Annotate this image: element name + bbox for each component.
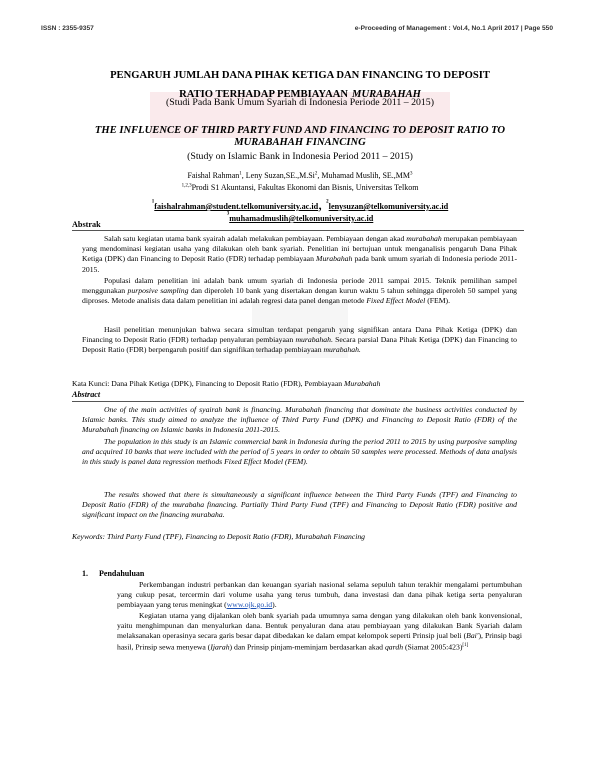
title-en-subtitle: (Study on Islamic Bank in Indonesia Period 2011 – 2015) — [187, 151, 413, 162]
issn-header: ISSN : 2355-9357 — [41, 25, 94, 32]
abstrak-paragraph-2: Populasi dalam penelitian ini adalah bank umum syariah di Indonesia periode 2011 sampai 2015. Teknik pemilihan sampel menggunakan purposive sampling dan diperoleh 10 bank yang disertakan dengan kurun waktu 5 tahun sehingga diperoleh 50 sampel yang diproses. Metode analisis data dalam penelitian ini adalah regresi data panel dengan metode Fixed Effect Model (FEM). — [82, 276, 518, 306]
affiliation-line: $^{1,2,3}$Prodi S1 Akuntansi, Fakultas Ekonomi dan Bisnis, Universitas Telkom — [181, 183, 419, 192]
email-author-2[interactable]: lenysuzan@telkomuniversity.ac.id — [328, 202, 449, 211]
abstract-paragraph-3: The results showed that there is simultaneously a significant influence between the Third Party Funds (TPF) and Financing to Deposit Ratio (FDR) of the murabaha financing. Partially Third Party Fund (TPF) and Financing to Deposit Ratio (FDR) positive and significant impact on the financing murabaha. — [82, 490, 517, 520]
emails-line-2: $^3$muhamadmuslih@telkomuniversity.ac.id — [226, 211, 374, 223]
abstract-paragraph-2: The population in this study is an Islamic commercial bank in Indonesia during the period 2011 to 2015 by using purposive sampling and acquired 10 banks that were included with the period of 5 years in order to obtain 50 samples were processed. Methods of data analysis in this study is panel data regression methods Fixed Effect Model (FEM). — [82, 437, 517, 467]
abstrak-paragraph-3: Hasil penelitian menunjukan bahwa secara simultan terdapat pengaruh yang signifikan antara Dana Pihak Ketiga (DPK) dan Financing to Deposit Ratio (FDR) terhadap penyaluran pembiayaan murabahah. Secara parsial Dana Pihak Ketiga (DPK) dan Financing to Deposit Ratio (FDR) berpengaruh positif dan signifikan terhadap pembiayaan murabahah. — [82, 325, 517, 355]
abstrak-label: Abstrak — [72, 220, 101, 229]
section-number: 1. — [82, 569, 88, 578]
journal-header: e-Proceeding of Management : Vol.4, No.1 April 2017 | Page 550 — [354, 25, 553, 32]
intro-paragraph-2: Kegiatan utama yang dijalankan oleh bank syariah pada umumnya sama dengan yang dilakukan oleh bank konvensional, yaitu menghimpunan dan menyalurkan dana. Bentuk penyaluran dana atau pembiayaan yang dilakukan Bank Syariah dalam melaksanakan operasinya secara garis besar dapat dibedakan ke dalam empat kelompok seperti Prinsip jual beli (Bai'), Prinsip bagi hasil, Prinsip sewa menyewa (Ijarah) dan Prinsip pinjam-meminjam berdasarkan akad qardh (Siamat 2005:423)[1] — [117, 611, 522, 652]
kata-kunci: Kata Kunci: Dana Pihak Ketiga (DPK), Financing to Deposit Ratio (FDR), Pembiayaan Murabahah — [72, 379, 381, 388]
title-en-line1: THE INFLUENCE OF THIRD PARTY FUND AND FINANCING TO DEPOSIT RATIO TO — [94, 125, 506, 136]
ojk-link[interactable]: www.ojk.go.id — [226, 600, 273, 609]
abstrak-paragraph-1: Salah satu kegiatan utama bank syairah adalah melakukan pembiayaan. Pembiayaan dengan akad murabahah merupakan pembiayaan yang mendominasi kegiatan usaha yang dilakukan oleh bank syariah. Penelitian ini bertujuan untuk menganalisis pengaruh Dana Pihak Ketiga (DPK) dan Financing to Deposit Ratio (FDR) terhadap pembiayaan Murabahah pada bank umum syariah di Indonesia periode 2011-2015. — [82, 234, 518, 274]
intro-paragraph-1: Perkembangan industri perbankan dan keuangan syariah nasional selama sepuluh tahun terakhir mengalami pertumbuhan yang cukup pesat, tercermin dari volume usaha yang terus tumbuh, dana investasi dan dana pihak ketiga serta penyaluran pembiayaan yang terus meningkat (www.ojk.go.id). — [117, 580, 522, 609]
abstract-rule — [72, 401, 524, 402]
email-author-1[interactable]: faishalrahman@student.telkomuniversity.ac.id — [154, 202, 319, 211]
email-author-3[interactable]: muhamadmuslih@telkomuniversity.ac.id — [229, 214, 374, 223]
section-title: Pendahuluan — [99, 569, 145, 578]
abstract-label: Abstract — [72, 390, 101, 399]
abstrak-rule — [72, 230, 524, 231]
authors-line: Faishal Rahman$^1$, Leny Suzan,SE.,M.Si$^2$, Muhamad Muslih, $SE.,MM^3$ — [187, 171, 413, 180]
title-id-line1: PENGARUH JUMLAH DANA PIHAK KETIGA DAN FINANCING TO DEPOSIT — [110, 70, 490, 81]
title-en-line2: MURABAHAH FINANCING — [234, 137, 366, 148]
title-id-line2: RATIO TERHADAP PEMBIAYAAN MURABAHAH — [179, 89, 421, 100]
title-id-subtitle: (Studi Pada Bank Umum Syariah di Indonesia Periode 2011 – 2015) — [166, 97, 434, 108]
emails-line-1: $^1$faishalrahman@student.telkomuniversity.ac.id, $^2$lenysuzan@telkomuniversity.ac.id — [151, 196, 449, 213]
keywords: Keywords: Third Party Fund (TPF), Financing to Deposit Ratio (FDR), Murabahah Financing — [72, 532, 366, 541]
abstract-paragraph-1: One of the main activities of syairah bank is financing. Murabahah financing that dominate the business activities conducted by Islamic banks. This study aimed to analyze the influence of Third Party Fund (DPK) and Financing to Deposit Ratio (FDR) of the Murabahah financing on Islamic banks in Indonesia 2011-2015. — [82, 405, 517, 435]
